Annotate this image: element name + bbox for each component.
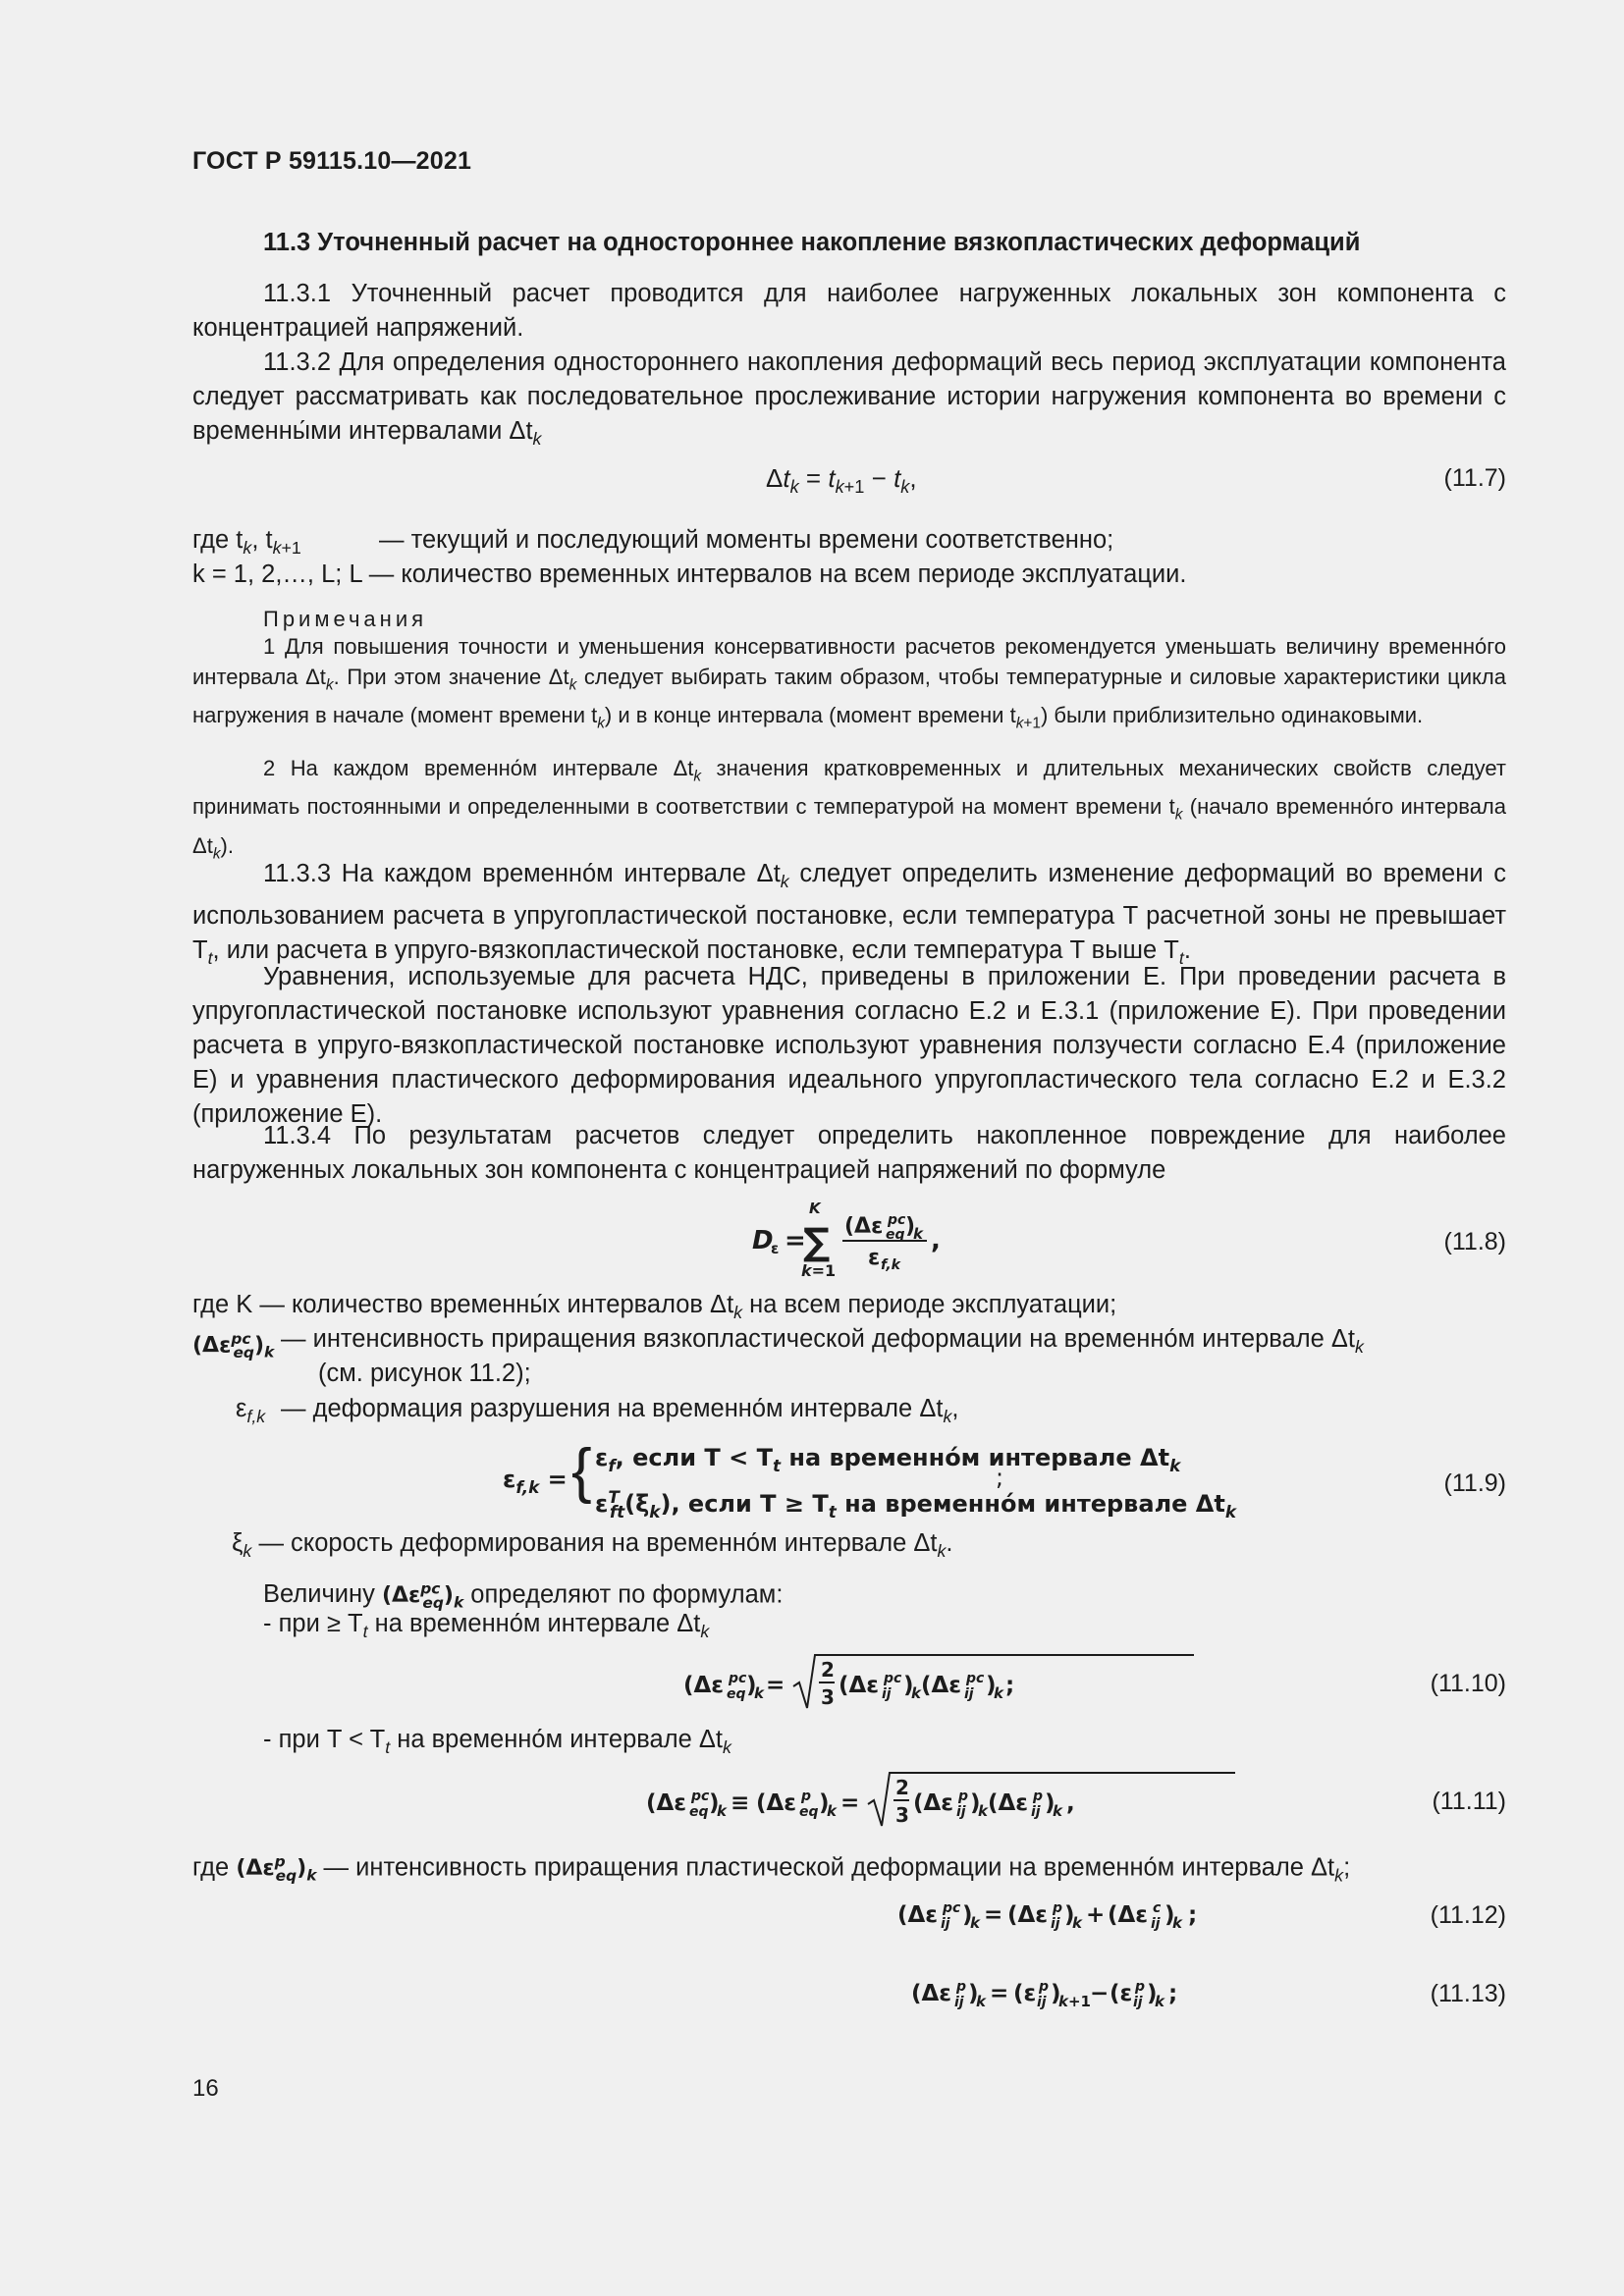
svg-text:p: p <box>1033 1789 1044 1804</box>
svg-text:;: ; <box>1168 1981 1178 2006</box>
svg-text:(Δε: (Δε <box>897 1902 939 1928</box>
svg-text:p: p <box>801 1789 812 1804</box>
svg-text:f,k: f,k <box>881 1257 900 1273</box>
svg-text:=: = <box>984 1902 1003 1928</box>
svg-text:eq: eq <box>727 1686 746 1702</box>
svg-text:3: 3 <box>895 1803 909 1827</box>
svg-text:(Δε: (Δε <box>913 1790 954 1816</box>
svg-text:): ) <box>903 1673 914 1698</box>
svg-text:2: 2 <box>895 1776 909 1799</box>
svg-text:k: k <box>994 1684 1003 1702</box>
svg-text:pc: pc <box>691 1789 710 1804</box>
svg-text:(Δε: (Δε <box>646 1790 687 1816</box>
svg-text:ij: ij <box>1031 1804 1041 1820</box>
note-2: 2 На каждом временно́м интервале $\Delta t_k$ значения кратковременных и длительных механических свойств следует принимать постоянными и определенными в соответствии с температурой на момент времени $t_k$ (начало временно́го интервала $\Delta t_k$). <box>192 756 1506 863</box>
svg-text:ij: ij <box>1037 1995 1047 2010</box>
page-number: 16 <box>192 2075 219 2102</box>
paragraph-11-3-1: 11.3.1 Уточненный расчет проводится для наиболее нагруженных локальных зон компонента с концентрацией напряжений. <box>192 280 1506 342</box>
equation-number: (11.10) <box>1430 1670 1506 1697</box>
paragraph-nds: Уравнения, используемые для расчета НДС, приведены в приложении Е. При проведении расчета в упругопластической постановке используют уравнения согласно Е.2 и Е.3.1 (приложение Е). При проведении расчета в упруго-вязкопластической постановке используют уравнения ползучести согласно Е.4 (приложение Е) и уравнения пластического деформирования идеального упругопластического тела согласно Е.2 и Е.3.2 (приложение Е). <box>192 963 1506 1128</box>
value-intro: Величину $(\Delta\varepsilon^{pc}_{eq})_k$ определяют по формулам: <box>263 1580 784 1612</box>
svg-text:): ) <box>968 1981 979 2006</box>
svg-text:): ) <box>905 1214 916 1239</box>
svg-text:D: D <box>752 1226 774 1255</box>
svg-text:eq: eq <box>799 1804 819 1820</box>
svg-text:=: = <box>840 1790 860 1816</box>
svg-text:,: , <box>931 1226 941 1255</box>
svg-text:): ) <box>1164 1902 1175 1928</box>
svg-text:3: 3 <box>821 1685 835 1709</box>
svg-text:ij: ij <box>956 1804 966 1820</box>
svg-text:ij: ij <box>941 1916 950 1932</box>
svg-text:): ) <box>970 1790 981 1816</box>
equation-number: (11.7) <box>1443 464 1506 492</box>
svg-text:pc: pc <box>884 1671 902 1686</box>
svg-text:(Δε: (Δε <box>1007 1902 1049 1928</box>
formula-intensity-p <box>646 1767 1235 1836</box>
svg-text:pc: pc <box>943 1900 961 1916</box>
svg-text:ij: ij <box>1051 1916 1060 1932</box>
svg-text:(ε: (ε <box>1110 1981 1133 2006</box>
equation-11-11 <box>192 1767 1506 1836</box>
svg-text:ij: ij <box>1151 1916 1161 1932</box>
svg-text:∑: ∑ <box>803 1220 831 1263</box>
svg-text:ε: ε <box>868 1246 881 1270</box>
paragraph-11-3-4: 11.3.4 По результатам расчетов следует определить накопленное повреждение для наиболее нагруженных локальных зон компонента с концентрацией напряжений по формуле <box>192 1122 1506 1184</box>
where-definition-deq: $(\Delta\varepsilon^{pc}_{eq})_k$ — интенсивность приращения вязкопластической деформации на временно́м интервале $\Delta t_k$ (см. рисунок 11.2); <box>192 1325 1364 1387</box>
svg-text:k: k <box>976 1993 986 2010</box>
svg-text:(Δε: (Δε <box>683 1673 725 1698</box>
svg-text:): ) <box>1064 1902 1075 1928</box>
document-page: ГОСТ Р 59115.10—2021 11.3 Уточненный расчет на одностороннее накопление вязкопластических деформаций 11.3.1 Уточненный расчет проводится для наиболее нагруженных локальных зон компонента с концентрацией напряжений. 11.3.2 Для определения одностороннего накопления деформаций весь период эксплуатации компонента следует рассматривать как последовательное прослеживание истории нагружения компонента во времени с временны́ми интервалами $\Delta t_k$ $\Delta t_k = t_{k+1} - t_k$, (11.7) где $t_k$, $t_{k+1}$ — текущий и последующий моменты времени соответственно; k = 1, 2,…, L; L — количество временных интервалов на всем периоде эксплуатации. Примечания 1 Для повышения точности и уменьшения консервативности расчетов рекомендуется уменьшать величину временно́го интервала $\Delta t_k$. При этом значение $\Delta t_k$ следует выбирать таким образом, чтобы температурные и силовые характеристики цикла нагружения в начале (момент времени $t_k$) и в конце интервала (момент времени $t_{k+1}$) были приблизительно одинаковыми. 2 На каждом временно́м интервале $\Delta t_k$ значения кратковременных и длительных механических свойств следует принимать постоянными и определенными в соответствии с температурой на момент времени $t_k$ (начало временно́го интервала $\Delta t_k$). 11.3.3 На каждом временно́м интервале $\Delta t_k$ следует определить изменение деформаций во времени с использованием расчета в упругопластической постановке, если температура T расчетной зоны не превышает $T_t$, или расчета в упруго-вязкопластической постановке, если температура T выше $T_t$. Уравнения, используемые для расчета НДС, приведены в приложении Е. При проведении расчета в упругопластической постановке используют уравнения согласно Е.2 и Е.3.1 (приложение Е). При проведении расчета в упруго-вязкопластической постановке используют уравнения ползучести согласно Е.4 (приложение Е) и уравнения пластического деформирования идеального упругопластического тела согласно Е.2 и Е.3.2 (приложение Е). 11.3.4 По результатам расчетов следует определить накопленное повреждение для наиболее нагруженных локальных зон компонента с концентрацией напряжений по формуле D ε = K ∑ k=1 (Δε pc eq ) k ε f,k , (11.8) где K — количество временны́х интервалов $\Delta t_k$ на всем периоде эксплуатации; $(\Delta\varepsilon^{pc}_{eq})_k$ — интенсивность приращения вязкопластической деформации на временно́м интервале $\Delta t_k$ (см. рисунок 11.2); $\varepsilon_{f,k}$ — деформация разрушения на временно́м интервале $\Delta t_k$, $\varepsilon_{f,k}$ = { $\varepsilon_f$, если $T < T_t$ на временно́м интервале $\Delta t_k$ $\varepsilon^T_{ft}(\xi_k)$, если $T \ge T_t$ на временно́м интервале $\Delta t_k$ ; (11.9) $\xi_k$ — скорость деформирования на временно́м интервале $\Delta t_k$. Величину $(\Delta\varepsilon^{pc}_{eq})_k$ определяют по формулам: - при ≥ $T_t$ на временно́м интервале $\Delta t_k$ (Δε pc eq ) k = 2 3 (Δε pc ij ) k (Δε pc ij ) k ; (11.10) - при $T < T_t$ на временно́м интервале $\Delta t_k$ (Δε pc eq ) k ≡ (Δε p eq ) k = 2 3 (Δε p ij ) k (Δε p ij ) k , (11.11) где $(\Delta\varepsilon^p_{eq})_k$ — интенсивность приращения пластической деформации на временно́м интервале $\Delta t_k$; (Δε pc ij ) k = (Δε p ij ) k + (Δε c ij ) k ; (11.12) (Δε p ij ) k = (ε p ij ) k+1 − (ε p ij ) k ; (11.13) 16 <box>192 147 1507 2102</box>
svg-text:(Δε: (Δε <box>844 1214 884 1239</box>
svg-text:p: p <box>1053 1900 1063 1916</box>
svg-text:+: + <box>1086 1902 1106 1928</box>
svg-text:k: k <box>913 1225 923 1243</box>
svg-text:≡: ≡ <box>731 1790 750 1816</box>
svg-text:;: ; <box>1188 1902 1198 1928</box>
svg-text:): ) <box>746 1673 757 1698</box>
formula-plastic-increment <box>911 1971 1206 2020</box>
equation-number: (11.9) <box>1443 1469 1506 1497</box>
svg-text:ij: ij <box>954 1995 964 2010</box>
svg-text:=: = <box>990 1981 1009 2006</box>
svg-text:,: , <box>1066 1790 1075 1816</box>
svg-text:=: = <box>766 1673 785 1698</box>
bullet-condition-1: - при ≥ $T_t$ на временно́м интервале $\Delta t_k$ <box>263 1610 710 1642</box>
svg-text:2: 2 <box>821 1658 835 1682</box>
svg-text:pc: pc <box>966 1671 985 1686</box>
svg-text:k: k <box>978 1802 988 1820</box>
equation-number: (11.11) <box>1432 1788 1506 1815</box>
equation-number: (11.13) <box>1430 1980 1506 2007</box>
svg-text:eq: eq <box>886 1227 905 1243</box>
svg-text:): ) <box>819 1790 830 1816</box>
svg-text:(Δε: (Δε <box>839 1673 880 1698</box>
paragraph-11-3-2: 11.3.2 Для определения одностороннего накопления деформаций весь период эксплуатации компонента следует рассматривать как последовательное прослеживание истории нагружения компонента во времени с временны́ми интервалами $\Delta t_k$ <box>192 348 1506 450</box>
svg-text:(Δε: (Δε <box>921 1673 962 1698</box>
equation-11-9: $\varepsilon_{f,k}$ = { $\varepsilon_f$, если $T < T_t$ на временно́м интервале $\Delta t_k$ $\varepsilon^T_{ft}(\xi_k)$, если $T \ge T_t$ на временно́м интервале $\Delta t_k$ ; (11.9) <box>503 1437 1506 1522</box>
svg-text:p: p <box>956 1979 967 1995</box>
equation-11-13 <box>192 1971 1506 2020</box>
svg-text:pc: pc <box>729 1671 747 1686</box>
equation-number: (11.12) <box>1430 1901 1506 1929</box>
equation-11-12 <box>192 1893 1506 1942</box>
svg-text:k: k <box>1172 1914 1182 1932</box>
svg-text:): ) <box>962 1902 973 1928</box>
svg-text:): ) <box>986 1673 997 1698</box>
svg-text:ij: ij <box>882 1686 892 1702</box>
svg-text:(Δε: (Δε <box>988 1790 1029 1816</box>
svg-text:k: k <box>911 1684 921 1702</box>
svg-text:p: p <box>1039 1979 1050 1995</box>
svg-text:p: p <box>1135 1979 1146 1995</box>
svg-text:ε: ε <box>771 1240 780 1257</box>
svg-text:p: p <box>958 1789 969 1804</box>
svg-text:k: k <box>717 1802 727 1820</box>
svg-text:(ε: (ε <box>1013 1981 1037 2006</box>
svg-text:k: k <box>827 1802 837 1820</box>
svg-text:K: K <box>809 1200 821 1217</box>
svg-text:pc: pc <box>888 1212 906 1228</box>
svg-text:(Δε: (Δε <box>1108 1902 1149 1928</box>
where-definition-k: k = 1, 2,…, L; L — количество временных интервалов на всем периоде эксплуатации. <box>192 561 1187 588</box>
svg-text:k: k <box>1053 1802 1062 1820</box>
formula-intensity-pc <box>683 1649 1233 1718</box>
equation-number: (11.8) <box>1443 1228 1506 1255</box>
where-definition-K: где K — количество временны́х интервалов $\Delta t_k$ на всем периоде эксплуатации; <box>192 1291 1117 1323</box>
svg-text:k: k <box>1072 1914 1082 1932</box>
svg-text:): ) <box>709 1790 720 1816</box>
svg-text:ij: ij <box>1133 1995 1143 2010</box>
svg-text:eq: eq <box>689 1804 709 1820</box>
formula-increment-sum <box>897 1893 1212 1942</box>
notes-title: Примечания <box>263 607 428 631</box>
svg-text:−: − <box>1090 1981 1110 2006</box>
svg-text:c: c <box>1153 1900 1162 1916</box>
equation-11-10 <box>192 1649 1506 1718</box>
document-header: ГОСТ Р 59115.10—2021 <box>192 147 472 175</box>
svg-text:k+1: k+1 <box>1058 1993 1091 2010</box>
svg-text:k: k <box>970 1914 980 1932</box>
svg-text:(Δε: (Δε <box>756 1790 797 1816</box>
where-definition-plastic: где $(\Delta\varepsilon^p_{eq})_k$ — интенсивность приращения пластической деформации на временно́м интервале $\Delta t_k$; <box>192 1853 1351 1886</box>
paragraph-11-3-3: 11.3.3 На каждом временно́м интервале $\Delta t_k$ следует определить изменение деформаций во времени с использованием расчета в упругопластической постановке, если температура T расчетной зоны не превышает $T_t$, или расчета в упруго-вязкопластической постановке, если температура T выше $T_t$. <box>192 860 1507 969</box>
svg-text:k: k <box>754 1684 764 1702</box>
svg-text:=: = <box>785 1226 806 1255</box>
svg-text:): ) <box>1051 1981 1061 2006</box>
formula-damage-sum <box>752 1200 1164 1278</box>
bullet-condition-2: - при $T < T_t$ на временно́м интервале $\Delta t_k$ <box>263 1726 731 1758</box>
note-1: 1 Для повышения точности и уменьшения консервативности расчетов рекомендуется уменьшать величину временно́го интервала $\Delta t_k$. При этом значение $\Delta t_k$ следует выбирать таким образом, чтобы температурные и силовые характеристики цикла нагружения в начале (момент времени $t_k$) и в конце интервала (момент времени $t_{k+1}$) были приблизительно одинаковыми. <box>192 634 1507 732</box>
svg-text:;: ; <box>1005 1673 1015 1698</box>
svg-text:): ) <box>1147 1981 1158 2006</box>
svg-text:): ) <box>1045 1790 1056 1816</box>
svg-text:k: k <box>1155 1993 1164 2010</box>
svg-text:k=1: k=1 <box>801 1261 837 1278</box>
svg-text:(Δε: (Δε <box>911 1981 952 2006</box>
equation-11-8 <box>192 1200 1506 1278</box>
where-definition-t: где $t_k$, $t_{k+1}$ — текущий и последующий моменты времени соответственно; <box>192 526 1114 559</box>
section-heading: 11.3 Уточненный расчет на одностороннее накопление вязкопластических деформаций <box>263 229 1361 256</box>
svg-text:ij: ij <box>964 1686 974 1702</box>
